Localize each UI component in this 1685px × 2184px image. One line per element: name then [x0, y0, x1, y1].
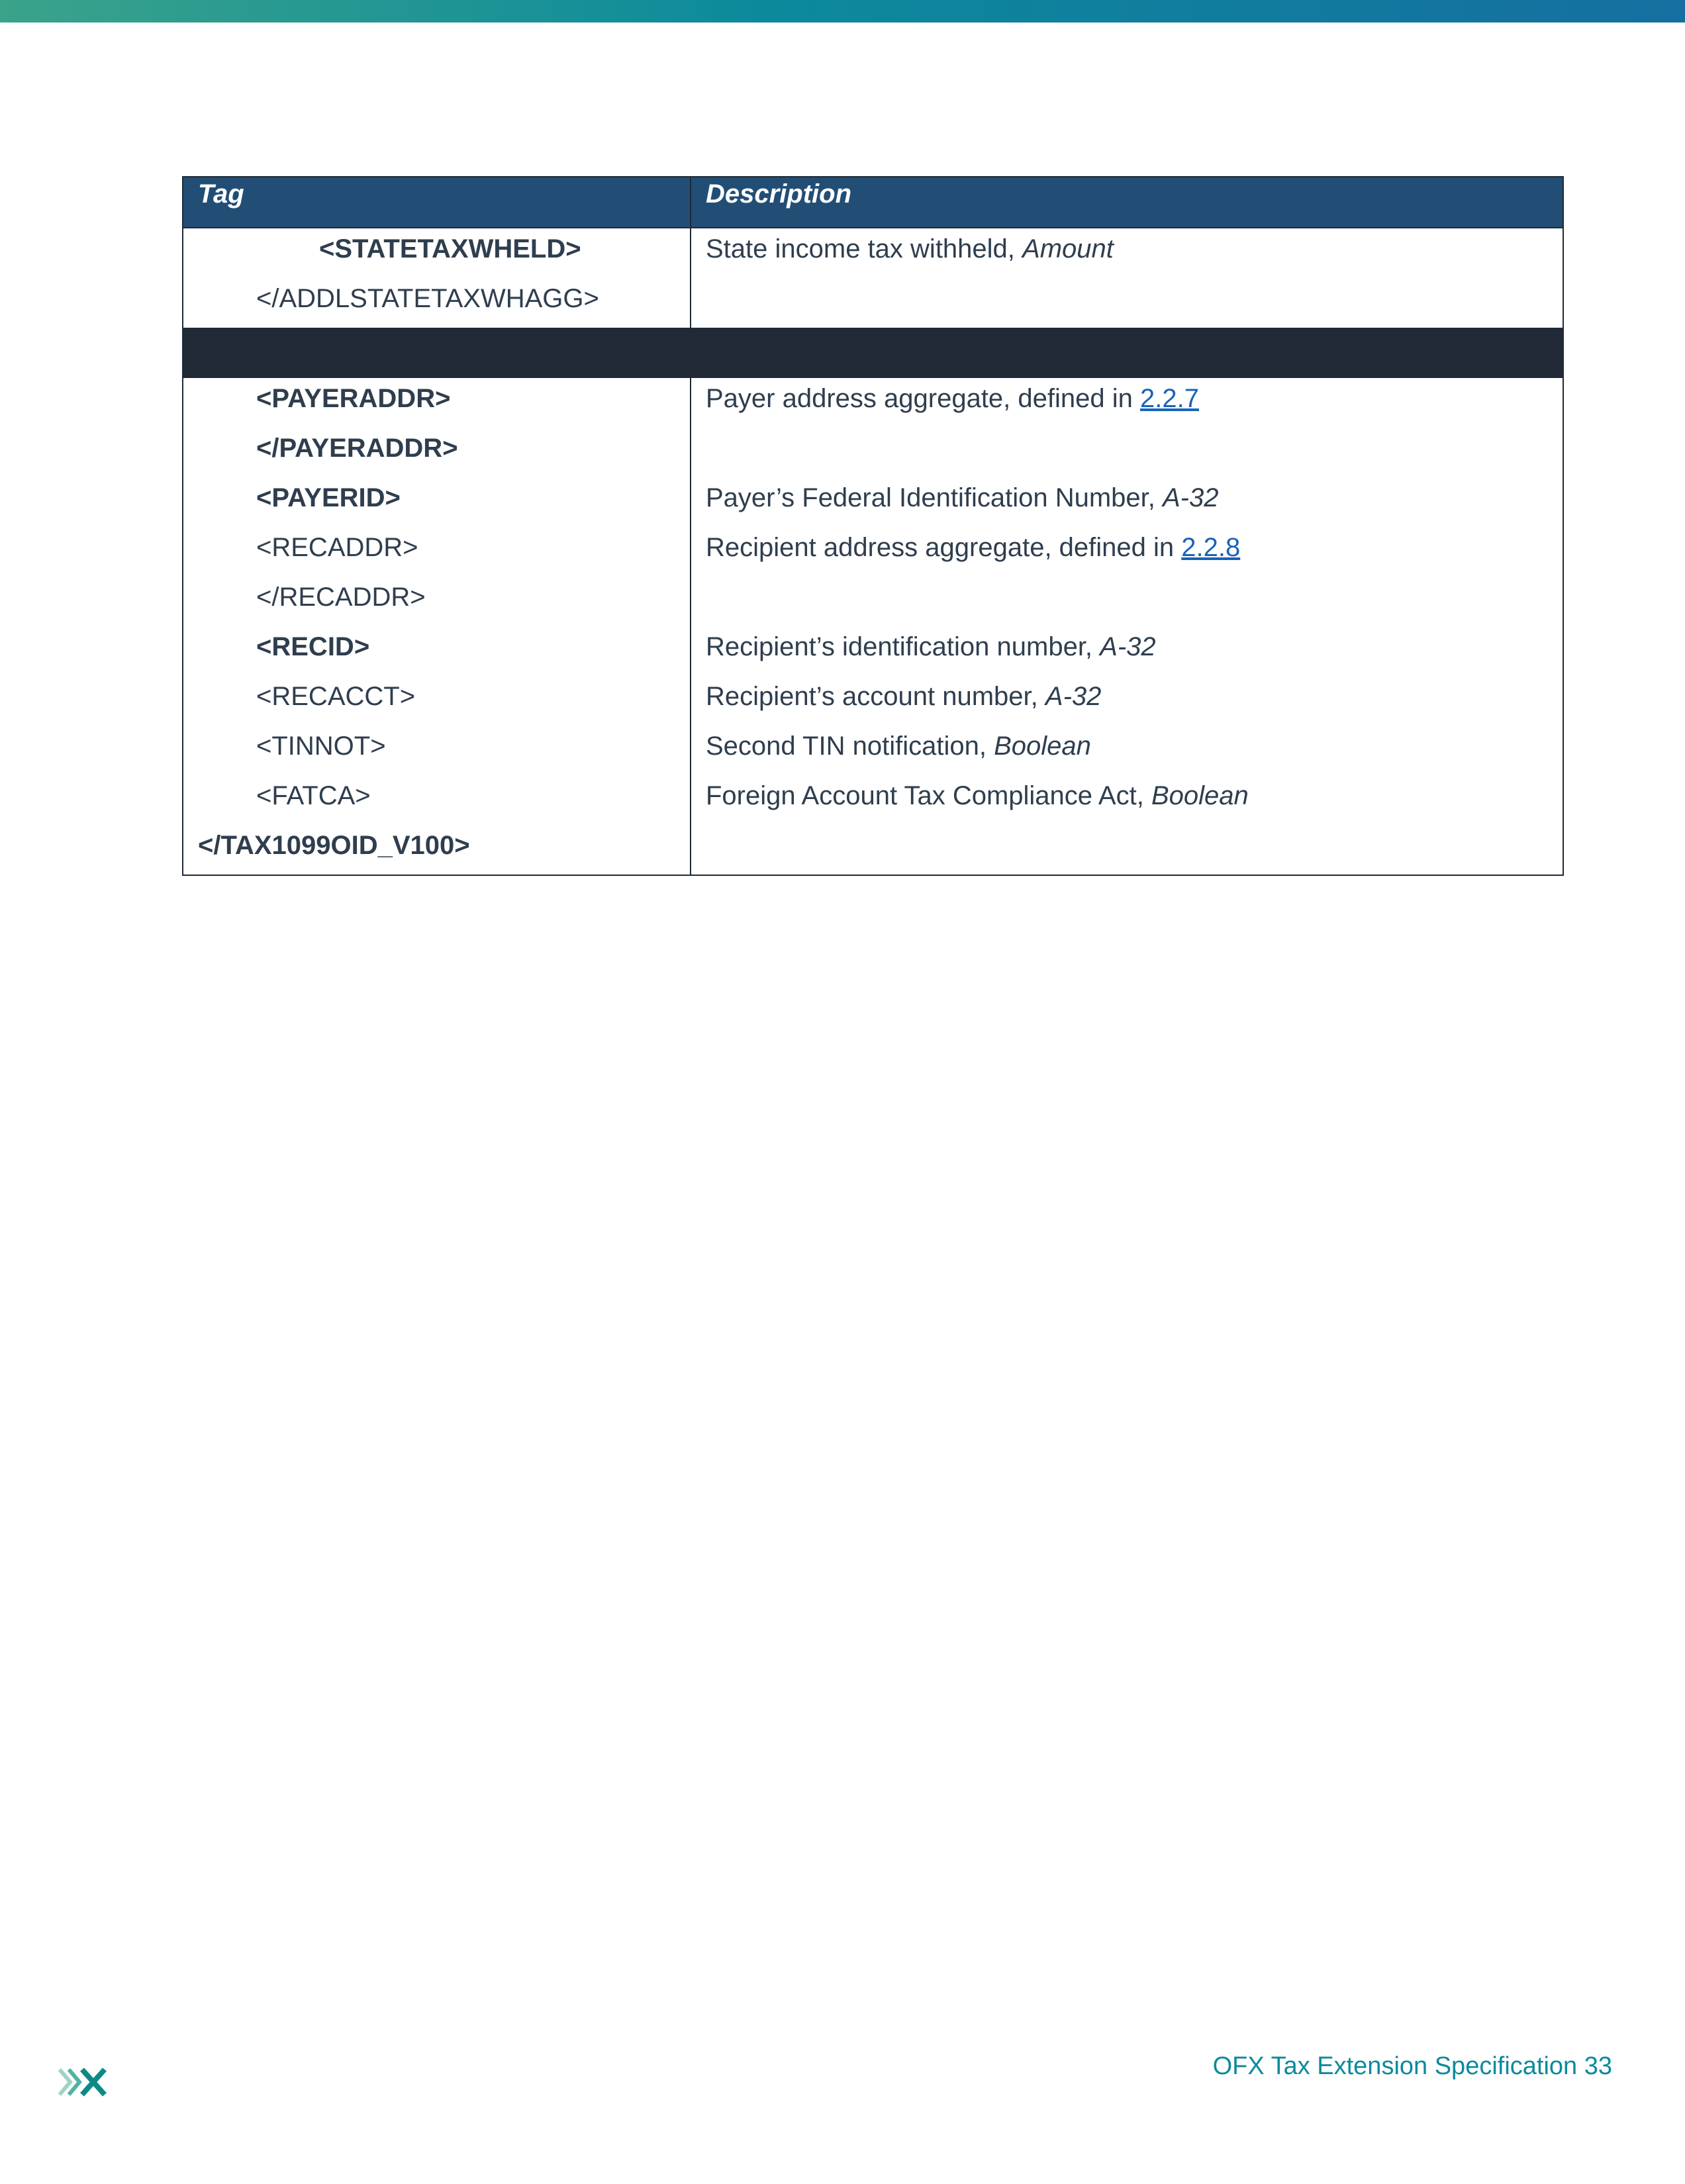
tag-cell: <STATETAXWHELD>: [183, 228, 691, 278]
tag-cell: <RECID>: [183, 626, 691, 676]
description-cell: [691, 775, 1563, 825]
description-text: State income tax withheld,: [706, 234, 1023, 263]
description-cell: [691, 428, 1563, 477]
description-type: Boolean: [1151, 781, 1249, 810]
description-text: Recipient address aggregate, defined in: [706, 533, 1182, 562]
page-footer: OFX Tax Extension Specification 33: [1212, 2052, 1612, 2080]
description-text: Payer’s Federal Identification Number,: [706, 483, 1163, 512]
description-type: A-32: [1100, 632, 1156, 661]
table-row: [183, 477, 1563, 527]
description-cell: [691, 278, 1563, 328]
description-text: Recipient’s identification number,: [706, 632, 1100, 661]
description-cell: [691, 228, 1563, 278]
description-cell: [691, 477, 1563, 527]
description-cell: [691, 825, 1563, 875]
description-type: Amount: [1022, 234, 1114, 263]
tag-cell: <RECACCT>: [183, 676, 691, 726]
tag-cell: </ADDLSTATETAXWHAGG>: [183, 278, 691, 328]
description-cell: [691, 527, 1563, 577]
description-type: A-32: [1162, 483, 1219, 512]
table-row: [183, 527, 1563, 577]
section-divider-row: [183, 328, 1563, 378]
section-link-2-2-8[interactable]: 2.2.8: [1181, 533, 1241, 562]
description-text: Recipient’s account number,: [706, 682, 1045, 711]
table-row: [183, 825, 1563, 875]
table-row: [183, 676, 1563, 726]
table-row: [183, 626, 1563, 676]
tag-description-table: [182, 176, 1564, 876]
top-accent-bar: [0, 0, 1685, 23]
section-link-2-2-7[interactable]: 2.2.7: [1140, 384, 1199, 413]
table-row: [183, 228, 1563, 278]
tag-cell: </TAX1099OID_V100>: [183, 825, 691, 875]
header-tag: Tag: [183, 177, 691, 227]
description-text: Payer address aggregate, defined in: [706, 384, 1140, 413]
tag-cell: <PAYERADDR>: [183, 378, 691, 428]
table-row: [183, 726, 1563, 775]
description-text: Second TIN notification,: [706, 732, 994, 761]
tag-cell: <FATCA>: [183, 775, 691, 825]
tag-cell: <RECADDR>: [183, 527, 691, 577]
description-type: A-32: [1045, 682, 1102, 711]
description-cell: [691, 378, 1563, 428]
table-row: [183, 428, 1563, 477]
tag-cell: </PAYERADDR>: [183, 428, 691, 477]
tag-cell: <PAYERID>: [183, 477, 691, 527]
tag-cell: </RECADDR>: [183, 577, 691, 626]
description-cell: [691, 626, 1563, 676]
table-row: [183, 577, 1563, 626]
table-header-row: [183, 177, 1563, 228]
description-cell: [691, 676, 1563, 726]
tag-cell: <TINNOT>: [183, 726, 691, 775]
description-cell: [691, 726, 1563, 775]
header-description: Description: [706, 179, 852, 209]
description-type: Boolean: [994, 732, 1091, 761]
table-row: [183, 378, 1563, 428]
description-cell: [691, 577, 1563, 626]
description-text: Foreign Account Tax Compliance Act,: [706, 781, 1151, 810]
table-row: [183, 278, 1563, 328]
table-row: [183, 775, 1563, 825]
ofx-logo-icon: [58, 2065, 107, 2099]
